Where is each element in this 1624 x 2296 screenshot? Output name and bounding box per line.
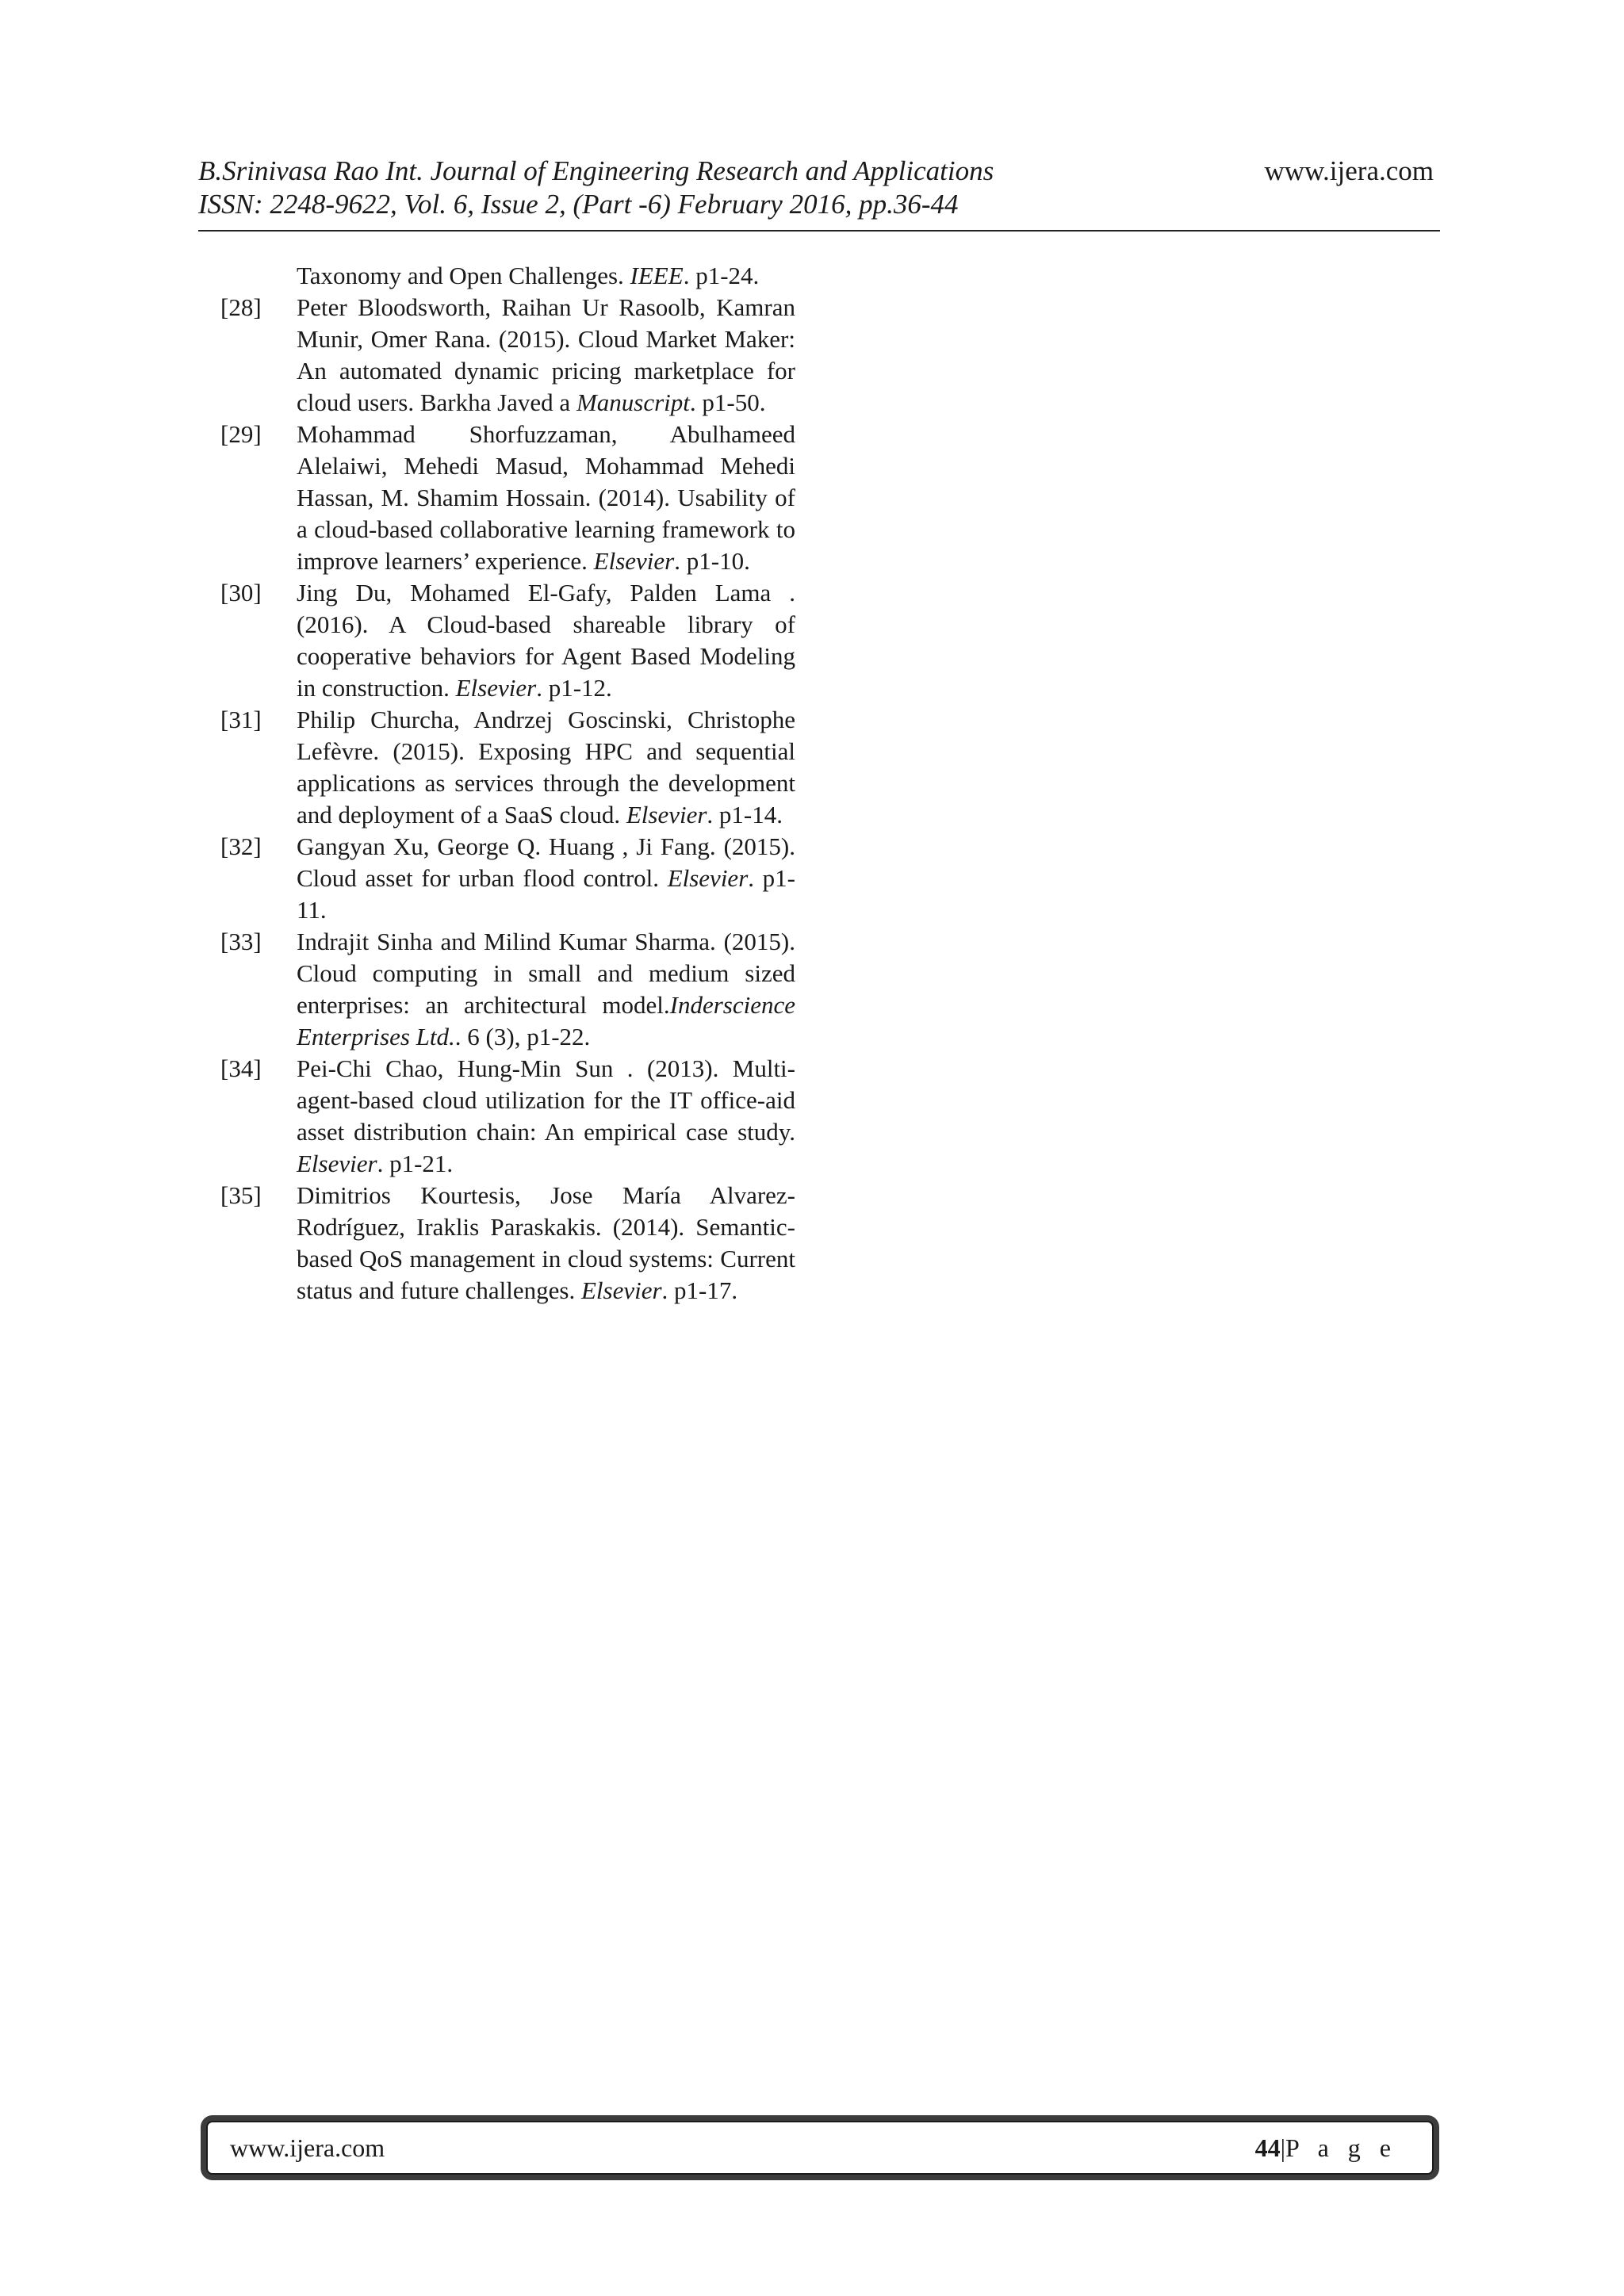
page-separator: | (1280, 2133, 1285, 2162)
reference-item (220, 831, 795, 926)
page-word: P a g e (1285, 2133, 1397, 2162)
footer-website: www.ijera.com (230, 2133, 385, 2162)
reference-number: [32] (220, 832, 262, 860)
reference-number: [30] (220, 579, 262, 607)
reference-number: [31] (220, 706, 262, 733)
reference-text: Taxonomy and Open Challenges. IEEE. p1-24. (297, 262, 760, 289)
reference-venue: Elsevier (667, 864, 749, 892)
reference-text: Dimitrios Kourtesis, Jose María Alvarez-Rodríguez, Iraklis Paraskakis. (2014). Semantic-based QoS management in cloud systems: Current status and future challenges. Elsevier. p1-17. (297, 1181, 795, 1304)
issn-line: ISSN: 2248-9622, Vol. 6, Issue 2, (Part -6) February 2016, pp.36-44 (198, 189, 959, 220)
reference-venue: Inderscience Enterprises Ltd. (297, 991, 795, 1050)
reference-venue: IEEE (630, 262, 684, 289)
reference-item (220, 260, 795, 292)
reference-list (220, 260, 795, 1307)
journal-title: B.Srinivasa Rao Int. Journal of Engineering Research and Applications (198, 155, 994, 186)
page-number: 44 (1254, 2133, 1281, 2162)
reference-number: [33] (220, 928, 262, 955)
page-header (198, 155, 1440, 232)
reference-text: Peter Bloodsworth, Raihan Ur Rasoolb, Kamran Munir, Omer Rana. (2015). Cloud Market Maker: An automated dynamic pricing marketplace for cloud users. Barkha Javed a Manuscript. p1-50. (297, 293, 795, 416)
reference-venue: Manuscript (576, 388, 690, 416)
reference-number: [29] (220, 420, 262, 448)
header-website: www.ijera.com (1264, 155, 1434, 186)
reference-item (220, 577, 795, 704)
reference-venue: Elsevier (593, 547, 675, 575)
reference-item (220, 926, 795, 1053)
reference-item (220, 1180, 795, 1307)
reference-text: Gangyan Xu, George Q. Huang , Ji Fang. (2015). Cloud asset for urban flood control. Elsevier. p1-11. (297, 832, 795, 924)
reference-text: Mohammad Shorfuzzaman, Abulhameed Alelaiwi, Mehedi Masud, Mohammad Mehedi Hassan, M. Shamim Hossain. (2014). Usability of a cloud-based collaborative learning framework to improve learners’ experience. Elsevier. p1-10. (297, 420, 795, 575)
reference-text: Indrajit Sinha and Milind Kumar Sharma. (2015). Cloud computing in small and medium sized enterprises: an architectural model.Inderscience Enterprises Ltd.. 6 (3), p1-22. (297, 928, 795, 1050)
reference-number: [35] (220, 1181, 262, 1209)
reference-text: Jing Du, Mohamed El-Gafy, Palden Lama . (2016). A Cloud-based shareable library of cooperative behaviors for Agent Based Modeling in construction. Elsevier. p1-12. (297, 579, 795, 702)
reference-item (220, 292, 795, 419)
reference-venue: Elsevier (297, 1150, 377, 1177)
reference-venue: Elsevier (455, 674, 537, 702)
reference-text: Pei-Chi Chao, Hung-Min Sun . (2013). Multi-agent-based cloud utilization for the IT office-aid asset distribution chain: An empirical case study. Elsevier. p1-21. (297, 1054, 795, 1177)
reference-number: [28] (220, 293, 262, 321)
reference-item (220, 419, 795, 577)
reference-item (220, 704, 795, 831)
reference-item (220, 1053, 795, 1180)
page-number-label (1255, 2133, 1397, 2162)
page-footer (206, 2121, 1434, 2175)
reference-text: Philip Churcha, Andrzej Goscinski, Christophe Lefèvre. (2015). Exposing HPC and sequential applications as services through the development and deployment of a SaaS cloud. Elsevier. p1-14. (297, 706, 795, 828)
reference-venue: Elsevier (626, 801, 707, 828)
reference-venue: Elsevier (580, 1276, 662, 1304)
reference-number: [34] (220, 1054, 262, 1082)
